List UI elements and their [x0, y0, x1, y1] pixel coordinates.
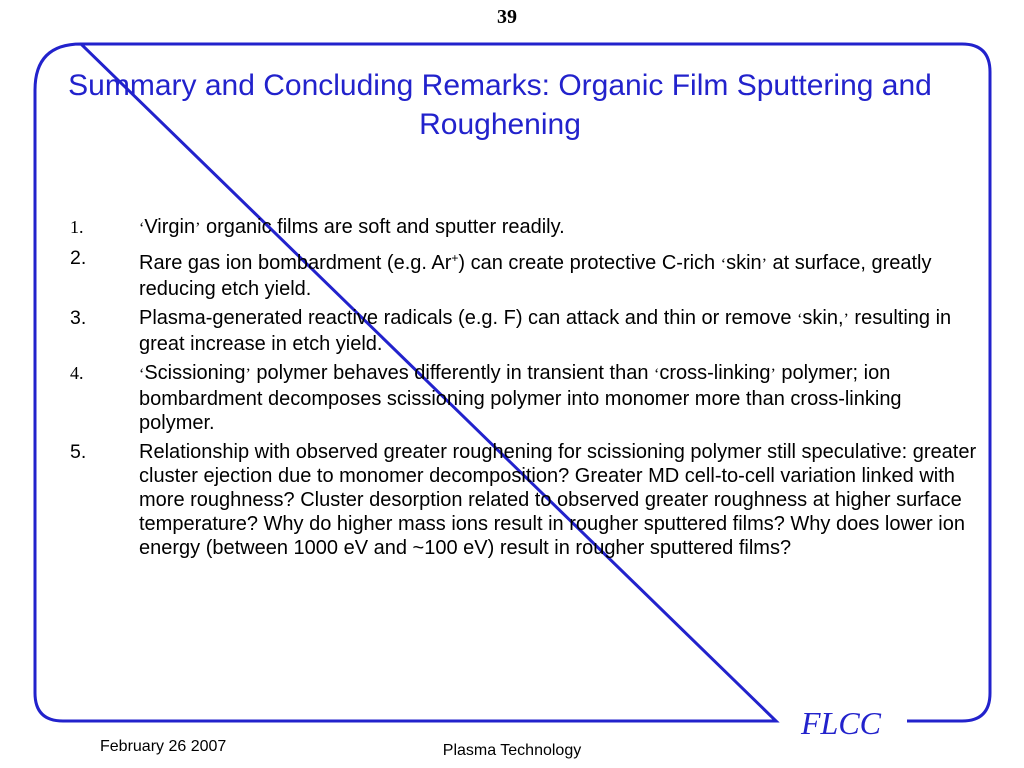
list-item: [0, 361, 1024, 435]
item-number: 4.: [70, 363, 84, 383]
list-item: [0, 215, 1024, 241]
page-number: 39: [497, 6, 517, 28]
footer-date: February 26 2007: [100, 738, 227, 755]
footer-course: Plasma Technology: [442, 742, 582, 759]
list-item: [0, 306, 1024, 356]
list-item: [0, 440, 1024, 560]
item-text: ‘Scissioning’ polymer behaves differently in transient than ‘cross-linking’ polymer; ion bombardment decomposes scissioning polymer into monomer more than cross-linking polymer.: [139, 362, 902, 434]
item-text: Relationship with observed greater roughening for scissioning polymer still speculative: greater cluster ejection due to monomer decomposition? Greater MD cell-to-cell variation linked with more roughness? Cluster desorption related to observed greater roughness at higher surface temperature? Why do higher mass ions result in rougher sputtered films? Why does lower ion energy (between 1000 eV and ~100 eV) result in rougher sputtered films?: [139, 441, 977, 559]
item-number: 5.: [70, 441, 87, 463]
item-text: Plasma-generated reactive radicals (e.g. F) can attack and thin or remove ‘skin,’ resulting in great increase in etch yield.: [139, 307, 952, 355]
slide-title: Summary and Concluding Remarks: Organic Film Sputtering and Roughening: [68, 69, 932, 141]
flcc-logo: FLCC: [800, 705, 882, 741]
item-number: 3.: [70, 307, 87, 329]
item-text: Rare gas ion bombardment (e.g. Ar+) can create protective C-rich ‘skin’ at surface, greatly reducing etch yield.: [139, 251, 932, 300]
item-text: ‘Virgin’ organic films are soft and sputter readily.: [139, 216, 565, 238]
item-number: 1.: [70, 217, 84, 237]
list-item: [0, 246, 1024, 301]
item-number: 2.: [70, 247, 87, 269]
bullet-list: [0, 215, 1024, 565]
